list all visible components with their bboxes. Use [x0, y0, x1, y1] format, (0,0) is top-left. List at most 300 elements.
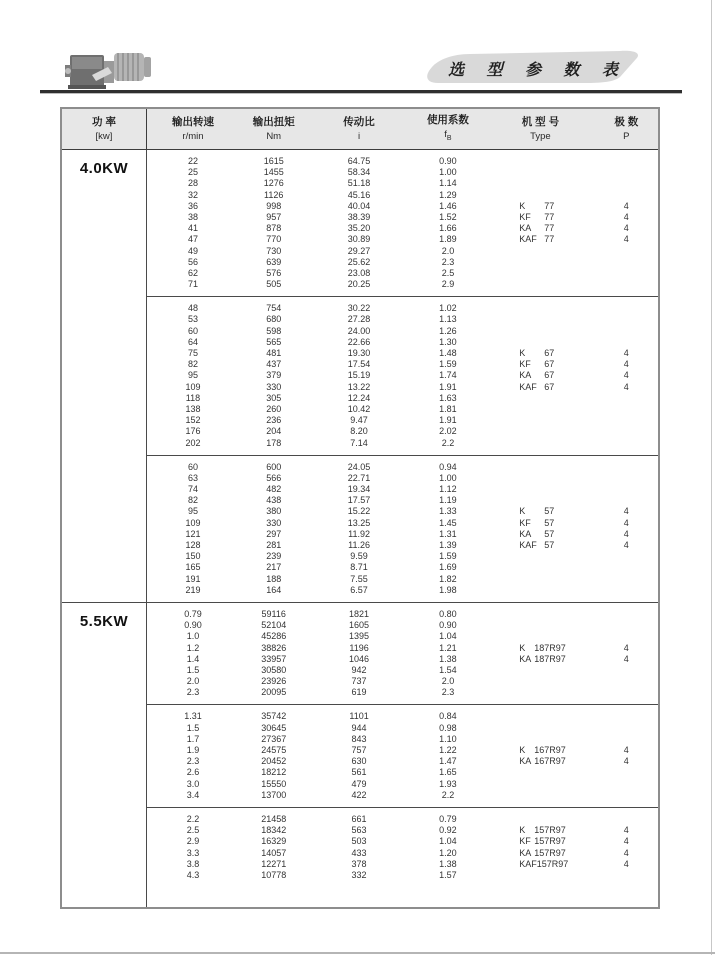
cell-torque: 438 — [266, 495, 282, 506]
cell-torque: 20095 — [261, 687, 287, 698]
cell-type — [486, 462, 594, 473]
table-row — [147, 212, 658, 223]
cell-type — [486, 303, 594, 314]
cell-speed: 2.9 — [186, 836, 200, 847]
type-model: 57 — [544, 517, 555, 528]
cell-ratio: 1605 — [349, 620, 370, 631]
cell-speed: 28 — [187, 178, 198, 189]
cell-speed: 64 — [187, 336, 198, 347]
cell-factor: 1.69 — [439, 562, 457, 573]
type-model: 67 — [544, 348, 555, 358]
cell-factor: 1.74 — [439, 370, 457, 381]
cell-poles — [595, 484, 658, 495]
cell-type — [486, 393, 594, 404]
cell-factor: 2.3 — [441, 687, 455, 698]
cell-type — [486, 562, 594, 573]
cell-ratio: 45.16 — [347, 189, 371, 200]
cell-ratio: 561 — [351, 767, 367, 778]
cell-torque: 598 — [266, 325, 282, 336]
table-row — [147, 859, 658, 870]
table-row — [147, 348, 658, 359]
table-row — [147, 676, 658, 687]
cell-poles — [595, 665, 658, 676]
cell-type — [486, 654, 594, 665]
cell-poles — [595, 473, 658, 484]
cell-factor: 1.54 — [439, 664, 457, 675]
cell-type — [486, 585, 594, 596]
cell-poles: 4 — [623, 381, 629, 392]
table-row — [147, 756, 658, 767]
cell-torque: 505 — [266, 279, 282, 290]
table-row — [147, 540, 658, 551]
cell-torque: 576 — [266, 267, 282, 278]
cell-factor: 1.19 — [439, 495, 457, 506]
cell-ratio: 630 — [351, 756, 367, 767]
table-row — [147, 495, 658, 506]
cell-ratio: 661 — [351, 813, 367, 824]
cell-poles — [595, 676, 658, 687]
table-row — [147, 518, 658, 529]
cell-type — [486, 540, 594, 551]
cell-type — [486, 438, 594, 449]
cell-ratio: 17.54 — [347, 359, 371, 370]
cell-poles: 4 — [623, 858, 629, 869]
cell-type — [486, 415, 594, 426]
cell-speed: 1.2 — [186, 642, 200, 653]
cell-torque: 52104 — [261, 620, 287, 631]
cell-type — [486, 631, 594, 642]
table-row — [147, 665, 658, 676]
page-header — [0, 0, 715, 90]
cell-factor: 1.02 — [439, 303, 457, 314]
table-row — [147, 156, 658, 167]
type-model: 157R97 — [534, 836, 566, 847]
cell-poles: 4 — [623, 234, 629, 245]
cell-factor: 2.9 — [441, 279, 455, 290]
cell-type — [486, 370, 594, 381]
type-model: 77 — [544, 223, 555, 234]
cell-torque: 878 — [266, 223, 282, 234]
cell-speed: 74 — [187, 484, 198, 495]
cell-ratio: 843 — [351, 733, 367, 744]
cell-type — [486, 178, 594, 189]
cell-speed: 47 — [187, 234, 198, 245]
type-prefix: KAF — [519, 381, 537, 392]
cell-torque: 1276 — [263, 178, 284, 189]
cell-speed: 36 — [187, 200, 198, 211]
cell-factor: 1.20 — [439, 847, 457, 858]
cell-poles — [595, 495, 658, 506]
cell-type — [486, 201, 594, 212]
cell-ratio: 433 — [351, 847, 367, 858]
cell-factor: 2.2 — [441, 789, 455, 800]
cell-poles: 4 — [623, 528, 629, 539]
cell-factor: 2.02 — [439, 426, 457, 437]
cell-torque: 730 — [266, 245, 282, 256]
cell-factor: 1.00 — [439, 472, 457, 483]
cell-factor: 1.00 — [439, 167, 457, 178]
table-row — [147, 178, 658, 189]
cell-factor: 2.2 — [441, 437, 455, 448]
cell-ratio: 942 — [351, 664, 367, 675]
table-row — [147, 246, 658, 257]
table-row — [147, 767, 658, 778]
cell-torque: 565 — [266, 336, 282, 347]
data-block — [147, 603, 658, 705]
cell-torque: 566 — [266, 472, 282, 483]
cell-type — [486, 506, 594, 517]
cell-torque: 18212 — [261, 767, 287, 778]
table-row — [147, 562, 658, 573]
cell-ratio: 13.22 — [347, 381, 371, 392]
cell-type — [486, 190, 594, 201]
cell-poles — [595, 438, 658, 449]
table-row — [147, 848, 658, 859]
table-row — [147, 337, 658, 348]
type-model: 57 — [544, 506, 555, 517]
type-prefix: K — [519, 825, 526, 836]
cell-ratio: 1395 — [349, 631, 370, 642]
table-row — [147, 687, 658, 698]
type-model: 67 — [544, 381, 555, 392]
cell-factor: 1.04 — [439, 836, 457, 847]
cell-torque: 1615 — [263, 156, 284, 166]
cell-type — [486, 870, 594, 881]
cell-speed: 82 — [187, 495, 198, 506]
cell-type — [486, 314, 594, 325]
cell-poles — [595, 767, 658, 778]
table-row — [147, 825, 658, 836]
page-title-badge — [424, 50, 642, 86]
cell-factor: 0.84 — [439, 711, 457, 722]
cell-speed: 2.0 — [186, 676, 200, 687]
cell-ratio: 13.25 — [347, 517, 371, 528]
cell-speed: 38 — [187, 211, 198, 222]
cell-type — [486, 359, 594, 370]
cell-torque: 957 — [266, 211, 282, 222]
page-scan-edge-bottom — [0, 952, 715, 954]
cell-torque: 437 — [266, 359, 282, 370]
table-row — [147, 314, 658, 325]
table-row — [147, 836, 658, 847]
type-prefix: KAF — [519, 858, 537, 869]
cell-torque: 204 — [266, 426, 282, 437]
type-prefix: KF — [519, 359, 531, 370]
cell-poles — [595, 337, 658, 348]
table-row — [147, 574, 658, 585]
power-header-unit: [kw] — [95, 131, 113, 142]
type-prefix: KA — [519, 756, 532, 767]
cell-torque: 24575 — [261, 745, 287, 755]
cell-poles: 4 — [623, 370, 629, 381]
cell-type — [486, 734, 594, 745]
cell-factor: 0.90 — [439, 156, 457, 166]
cell-ratio: 30.89 — [347, 234, 371, 245]
cell-torque: 770 — [266, 234, 282, 245]
cell-speed: 3.8 — [186, 858, 200, 869]
cell-factor: 1.45 — [439, 517, 457, 528]
cell-factor: 1.30 — [439, 336, 457, 347]
table-row — [147, 167, 658, 178]
type-model: 167R97 — [534, 745, 566, 755]
cell-ratio: 1196 — [349, 642, 369, 653]
cell-type — [486, 167, 594, 178]
cell-type — [486, 756, 594, 767]
cell-type — [486, 848, 594, 859]
page-title: 选 型 参 数 表 — [448, 62, 627, 79]
type-prefix: K — [519, 348, 526, 358]
cell-ratio: 378 — [351, 858, 367, 869]
cell-torque: 10778 — [261, 869, 287, 880]
cell-torque: 639 — [266, 256, 282, 267]
table-row — [147, 438, 658, 449]
table-row — [147, 711, 658, 722]
cell-type — [486, 790, 594, 801]
table-row — [147, 257, 658, 268]
type-model: 157R97 — [534, 847, 566, 858]
cell-poles — [595, 393, 658, 404]
cell-factor: 1.21 — [439, 642, 457, 653]
cell-torque: 35742 — [261, 711, 287, 722]
cell-speed: 60 — [187, 461, 198, 472]
cell-ratio: 563 — [351, 825, 367, 836]
cell-speed: 63 — [187, 472, 198, 483]
cell-ratio: 7.14 — [350, 437, 368, 448]
cell-poles — [595, 562, 658, 573]
table-header-row — [62, 109, 658, 150]
cell-factor: 1.13 — [439, 314, 457, 325]
cell-ratio: 22.66 — [347, 336, 371, 347]
cell-speed: 118 — [185, 392, 201, 403]
cell-ratio: 20.25 — [347, 279, 371, 290]
cell-poles — [595, 279, 658, 290]
type-model: 187R97 — [534, 642, 566, 653]
power-column — [62, 150, 147, 602]
cell-poles — [595, 734, 658, 745]
table-row — [147, 426, 658, 437]
table-row — [147, 506, 658, 517]
cell-factor: 0.94 — [439, 461, 457, 472]
table-row — [147, 404, 658, 415]
cell-ratio: 12.24 — [347, 392, 371, 403]
table-row — [147, 779, 658, 790]
cell-type — [486, 223, 594, 234]
cell-ratio: 11.26 — [348, 540, 370, 550]
cell-ratio: 944 — [351, 722, 367, 733]
cell-factor: 1.12 — [439, 484, 457, 495]
cell-poles — [595, 257, 658, 268]
cell-speed: 1.5 — [186, 722, 200, 733]
cell-factor: 1.48 — [439, 348, 457, 358]
data-block — [147, 704, 658, 807]
cell-speed: 41 — [187, 223, 198, 234]
table-row — [147, 529, 658, 540]
cell-type — [486, 326, 594, 337]
power-group — [62, 150, 658, 602]
cell-poles — [595, 415, 658, 426]
cell-type — [486, 676, 594, 687]
group-blocks — [147, 603, 658, 907]
cell-speed: 109 — [185, 517, 201, 528]
cell-torque: 15550 — [261, 778, 287, 789]
cell-speed: 1.4 — [186, 653, 200, 664]
cell-poles — [595, 551, 658, 562]
cell-speed: 71 — [187, 279, 198, 290]
type-prefix: K — [519, 506, 526, 517]
cell-torque: 164 — [266, 584, 282, 595]
cell-torque: 305 — [266, 392, 282, 403]
cell-poles — [595, 268, 658, 279]
cell-type — [486, 745, 594, 756]
cell-speed: 95 — [187, 506, 198, 517]
table-row — [147, 654, 658, 665]
cell-torque: 12271 — [261, 858, 287, 869]
type-prefix: KA — [519, 223, 532, 234]
cell-speed: 48 — [187, 303, 198, 314]
cell-type — [486, 404, 594, 415]
cell-torque: 680 — [266, 314, 282, 325]
table-row — [147, 234, 658, 245]
cell-poles — [595, 156, 658, 167]
cell-type — [486, 495, 594, 506]
cell-poles: 4 — [623, 211, 629, 222]
cell-ratio: 24.00 — [347, 325, 371, 336]
type-model: 77 — [544, 211, 555, 222]
cell-poles — [595, 326, 658, 337]
table-row — [147, 382, 658, 393]
table-row — [147, 643, 658, 654]
cell-torque: 379 — [266, 370, 282, 381]
type-model: 57 — [544, 540, 555, 550]
cell-ratio: 619 — [351, 687, 367, 698]
cell-speed: 165 — [185, 562, 201, 573]
cell-poles — [595, 779, 658, 790]
cell-poles — [595, 609, 658, 620]
power-label: 4.0KW — [79, 160, 129, 177]
cell-ratio: 24.05 — [347, 461, 371, 472]
cell-torque: 45286 — [261, 631, 287, 642]
cell-factor: 1.91 — [439, 381, 457, 392]
cell-torque: 30580 — [261, 664, 287, 675]
cell-type — [486, 257, 594, 268]
cell-torque: 330 — [266, 517, 282, 528]
cell-factor: 1.66 — [439, 223, 457, 234]
cell-poles — [595, 711, 658, 722]
cell-type — [486, 609, 594, 620]
cell-ratio: 422 — [351, 789, 367, 800]
cell-type — [486, 574, 594, 585]
cell-factor: 1.38 — [439, 653, 457, 664]
table-row — [147, 268, 658, 279]
cell-ratio: 15.22 — [347, 506, 371, 517]
cell-torque: 30645 — [261, 722, 287, 733]
cell-factor: 1.39 — [439, 540, 457, 550]
cell-torque: 1126 — [264, 189, 284, 200]
cell-torque: 481 — [266, 348, 282, 358]
cell-poles — [595, 631, 658, 642]
cell-type — [486, 337, 594, 348]
cell-torque: 27367 — [261, 733, 287, 744]
cell-ratio: 1046 — [349, 653, 370, 664]
cell-speed: 2.3 — [186, 756, 200, 767]
cell-torque: 1455 — [263, 167, 284, 178]
cell-type — [486, 825, 594, 836]
cell-ratio: 40.04 — [347, 200, 371, 211]
table-row — [147, 462, 658, 473]
cell-factor: 2.5 — [441, 267, 455, 278]
cell-poles — [595, 426, 658, 437]
cell-torque: 482 — [266, 484, 282, 495]
col-header-torque: 输出扭矩 Nm — [252, 116, 295, 142]
cell-poles: 4 — [623, 745, 629, 755]
cell-speed: 150 — [185, 551, 201, 562]
cell-factor: 1.89 — [439, 234, 457, 245]
cell-poles — [595, 687, 658, 698]
cell-type — [486, 687, 594, 698]
cell-type — [486, 767, 594, 778]
cell-speed: 202 — [185, 437, 201, 448]
cell-ratio: 30.22 — [347, 303, 371, 314]
cell-ratio: 15.19 — [347, 370, 371, 381]
cell-speed: 3.4 — [186, 789, 200, 800]
cell-ratio: 17.57 — [347, 495, 371, 506]
cell-factor: 0.80 — [439, 608, 457, 619]
table-row — [147, 814, 658, 825]
table-row — [147, 790, 658, 801]
cell-ratio: 9.59 — [350, 551, 368, 562]
cell-ratio: 19.34 — [347, 484, 371, 495]
cell-speed: 0.79 — [184, 608, 202, 619]
table-row — [147, 201, 658, 212]
cell-speed: 0.90 — [184, 620, 202, 631]
cell-poles — [595, 190, 658, 201]
cell-ratio: 1101 — [349, 711, 369, 722]
col-header-speed: 输出转速 r/min — [171, 116, 214, 142]
cell-poles — [595, 620, 658, 631]
cell-ratio: 25.62 — [347, 256, 371, 267]
cell-type — [486, 246, 594, 257]
cell-torque: 330 — [266, 381, 282, 392]
table-row — [147, 326, 658, 337]
cell-ratio: 38.39 — [347, 211, 371, 222]
cell-ratio: 7.55 — [350, 573, 368, 584]
cell-factor: 2.0 — [441, 245, 455, 256]
power-group — [62, 602, 658, 907]
cell-speed: 75 — [187, 348, 198, 358]
cell-factor: 1.04 — [439, 631, 457, 642]
cell-factor: 1.46 — [439, 200, 457, 211]
cell-type — [486, 643, 594, 654]
cell-torque: 33957 — [261, 653, 287, 664]
cell-ratio: 479 — [351, 778, 367, 789]
cell-speed: 2.6 — [186, 767, 200, 778]
cell-torque: 16329 — [261, 836, 287, 847]
cell-factor: 1.63 — [439, 392, 457, 403]
cell-ratio: 1821 — [349, 608, 370, 619]
table-row — [147, 551, 658, 562]
cell-speed: 138 — [185, 403, 201, 414]
cell-speed: 2.2 — [186, 813, 200, 824]
type-model: 67 — [544, 359, 555, 370]
type-prefix: KA — [519, 653, 532, 664]
type-model: 77 — [544, 200, 555, 211]
cell-factor: 1.65 — [439, 767, 457, 778]
cell-factor: 1.98 — [439, 584, 457, 595]
cell-torque: 281 — [266, 540, 282, 550]
cell-speed: 3.0 — [186, 778, 200, 789]
header-rule — [40, 90, 682, 94]
cell-poles — [595, 314, 658, 325]
